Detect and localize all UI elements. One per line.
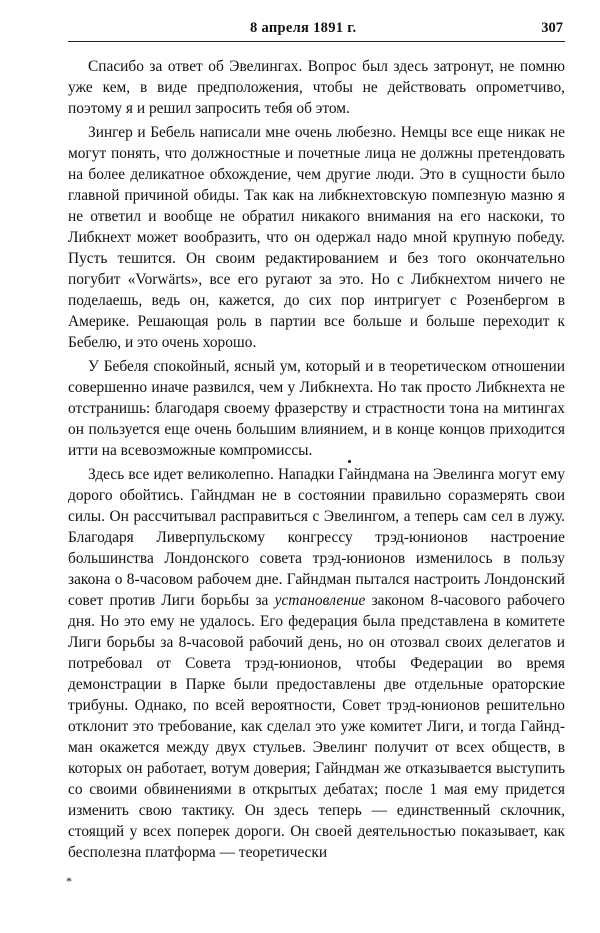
paragraph-1: Спасибо за ответ об Эвелингах. Вопрос был здесь затронут, не помню уже кем, в виде предположения, чтобы не действовать опрометчиво, поэтому я и решил запросить тебя об этом. — [68, 58, 565, 117]
footnote-mark: * — [66, 874, 72, 888]
paragraph-3: У Бебеля спокойный, ясный ум, который и в теоретическом отношении совершенно иначе развился, чем у Либкнехта. Но так просто Либкнехта не отстранишь: благодаря своему фразерству и страстности тона на митингах он пользуется еще очень большим влиянием, и в конце концов приходится итти на всевозможные компромиссы. — [68, 358, 565, 459]
paragraph-4-tail: законом 8-часового рабочего дня. Но это ему не удалось. Его федерация была представлена в комитете Лиги борьбы за 8-часовой рабочий день, но он отозвал своих делегатов и потребовал от Совета трэд-юнионов, чтобы Федерации во время демонстрации в Парке были предоставлены две отдельные ораторские трибуны. Однако, по всей вероятности, Совет трэд-юнионов решительно отклонит это требование, как сделал это уже комитет Лиги, и тогда Гайндман окажется между двух стульев. Эвелинг получит от всех обществ, в которых он работает, вотум доверия; Гайндман же отказывается выступить со своими обвинениями в открытых дебатах; после 1 мая ему придется изменить свою тактику. Он здесь теперь — единственный склочник, стоящий у всех поперек дороги. Он своей деятельностью показывает, как бесполезна платформа — теоретически — [68, 592, 565, 861]
running-header — [68, 18, 565, 40]
paragraph-4 — [68, 464, 565, 863]
emphasized-word: установление — [274, 592, 366, 609]
paragraph-4-head: Здесь все идет великолепно. Нападки Гайндмана на Эвелинга могут ему дорого обойтись. Гайндман не в состоянии правильно соразмерять свои силы. Он рассчитывал расправиться с Эвелингом, а теперь сам сел в лужу. Благодаря Ливерпульскому конгрессу трэд-юнионов настроение большинства Лондонского совета трэд-юнионов изменилось в пользу закона о 8-часовом рабочем дне. Гайндман пытался настроить Лондонский совет против Лиги борьбы за — [68, 466, 565, 609]
header-rule — [68, 41, 565, 42]
text-body — [68, 56, 565, 866]
header-date: 8 апреля 1891 г. — [250, 20, 357, 36]
page-number: 307 — [541, 20, 563, 36]
stray-dot — [348, 460, 351, 463]
paragraph-2: Зингер и Бебель написали мне очень любезно. Немцы все еще никак не могут понять, что должностные и почетные лица не должны претендовать на более деликатное обхождение, чем другие люди. Это в сущности было главной причиной обиды. Так как на либкнехтовскую помпезную мазню я не ответил и вообще не обратил никакого внимания на его наскоки, то Либкнехт может вообразить, что он одержал надо мной крупную победу. Пусть тешится. Он своим редактированием и без того окончательно погубит «Vorwärts», все его ругают за это. Но с Либкнехтом ничего не поделаешь, ведь он, кажется, до сих пор интригует с Розенбергом в Америке. Решающая роль в партии все больше и больше переходит к Бебелю, и это очень хорошо. — [68, 124, 565, 351]
